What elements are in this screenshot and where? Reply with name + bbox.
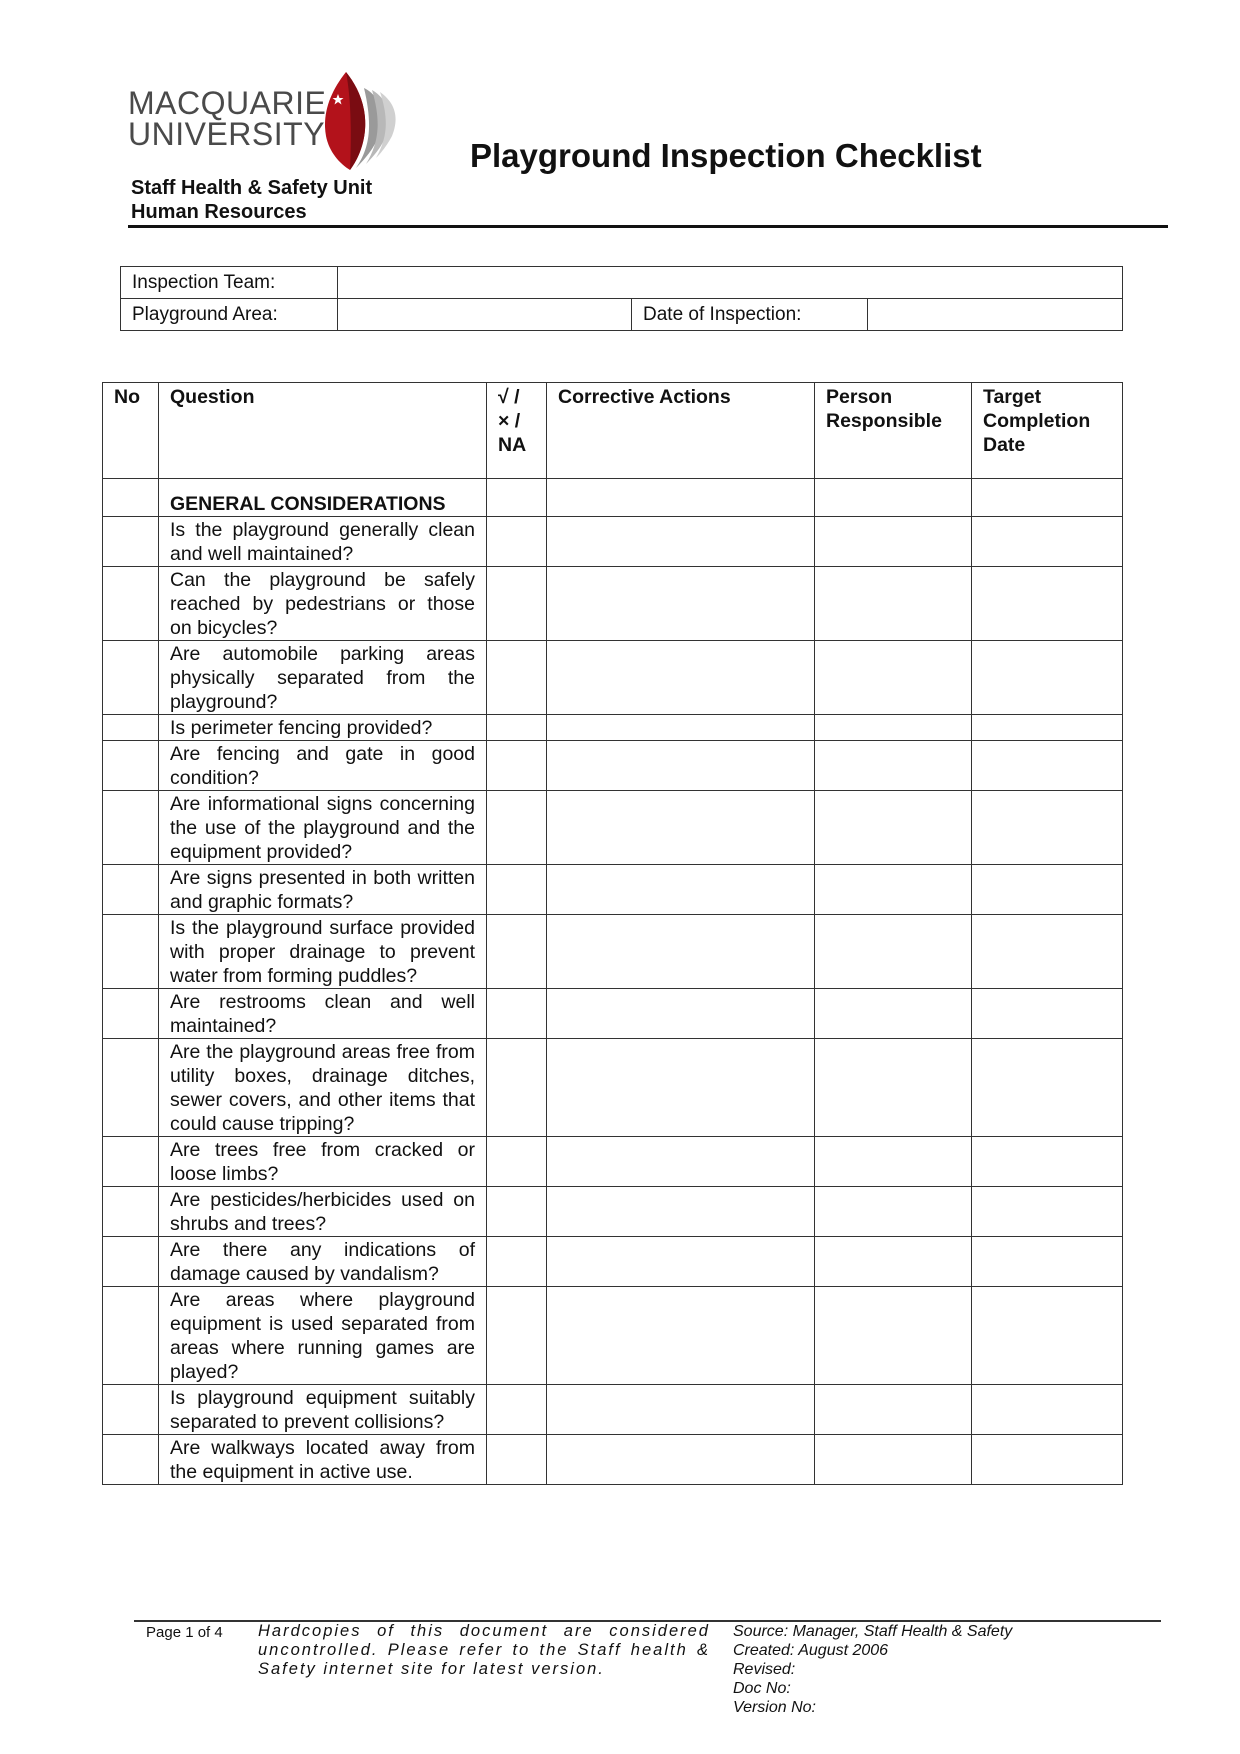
status-cell[interactable] bbox=[487, 1435, 547, 1485]
person-label-1: Person bbox=[826, 386, 893, 408]
revised-line: Revised: bbox=[733, 1661, 796, 1678]
target-cell[interactable] bbox=[972, 915, 1123, 989]
status-cell[interactable] bbox=[487, 1187, 547, 1237]
person-cell[interactable] bbox=[815, 715, 972, 741]
uncontrolled-copy-note: Hardcopies of this document are considered uncontrolled. Please refer to the Staff health & Safety internet site for latest version. bbox=[258, 1622, 710, 1678]
status-cell[interactable] bbox=[487, 641, 547, 715]
target-cell[interactable] bbox=[972, 567, 1123, 641]
target-cell[interactable] bbox=[972, 715, 1123, 741]
created-line: Created: August 2006 bbox=[733, 1642, 889, 1659]
table-row bbox=[103, 989, 1123, 1039]
corrective-cell[interactable] bbox=[547, 1187, 815, 1237]
corrective-cell[interactable] bbox=[547, 1039, 815, 1137]
corrective-cell[interactable] bbox=[547, 567, 815, 641]
corrective-cell[interactable] bbox=[547, 741, 815, 791]
no-cell bbox=[103, 567, 159, 641]
question-cell: Are the playground areas free from utility boxes, drainage ditches, sewer covers, and other items that could cause tripping? bbox=[159, 1039, 487, 1137]
area-row bbox=[121, 299, 1123, 331]
logo-line-2: UNIVERSITY bbox=[128, 116, 326, 152]
question-cell: Are areas where playground equipment is used separated from areas where running games are played? bbox=[159, 1287, 487, 1385]
status-cell[interactable] bbox=[487, 791, 547, 865]
target-cell[interactable] bbox=[972, 1385, 1123, 1435]
checklist-table bbox=[102, 382, 1123, 1485]
header-person-responsible bbox=[815, 383, 972, 479]
question-cell: Are restrooms clean and well maintained? bbox=[159, 989, 487, 1039]
header-target-date bbox=[972, 383, 1123, 479]
table-row bbox=[103, 641, 1123, 715]
question-cell: Are there any indications of damage caused by vandalism? bbox=[159, 1237, 487, 1287]
target-cell[interactable] bbox=[972, 641, 1123, 715]
header-status bbox=[487, 383, 547, 479]
corrective-cell[interactable] bbox=[547, 641, 815, 715]
person-cell[interactable] bbox=[815, 1187, 972, 1237]
document-title: Playground Inspection Checklist bbox=[470, 137, 982, 174]
no-cell bbox=[103, 1137, 159, 1187]
question-cell: Is playground equipment suitably separated to prevent collisions? bbox=[159, 1385, 487, 1435]
no-cell bbox=[103, 1237, 159, 1287]
question-cell: Are walkways located away from the equipment in active use. bbox=[159, 1435, 487, 1485]
unit-line-2: Human Resources bbox=[131, 201, 307, 223]
no-cell bbox=[103, 1187, 159, 1237]
target-label-2: Completion bbox=[983, 410, 1091, 432]
status-cell[interactable] bbox=[487, 741, 547, 791]
corrective-cell[interactable] bbox=[547, 1237, 815, 1287]
corrective-cell[interactable] bbox=[547, 865, 815, 915]
corrective-cell[interactable] bbox=[547, 517, 815, 567]
no-cell bbox=[103, 479, 159, 517]
no-cell bbox=[103, 915, 159, 989]
no-cell bbox=[103, 715, 159, 741]
logo-line-1: MACQUARIE bbox=[128, 85, 327, 121]
person-cell[interactable] bbox=[815, 1137, 972, 1187]
status-cell[interactable] bbox=[487, 1039, 547, 1137]
tick-label: √ / bbox=[498, 386, 520, 408]
table-row bbox=[103, 1237, 1123, 1287]
status-cell[interactable] bbox=[487, 1385, 547, 1435]
no-cell bbox=[103, 641, 159, 715]
header-corrective-actions: Corrective Actions bbox=[547, 383, 815, 479]
no-cell bbox=[103, 1385, 159, 1435]
person-cell[interactable] bbox=[815, 567, 972, 641]
document-metadata bbox=[733, 1622, 1012, 1717]
area-field[interactable] bbox=[338, 299, 632, 331]
question-cell: Is the playground generally clean and well maintained? bbox=[159, 517, 487, 567]
table-row bbox=[103, 715, 1123, 741]
target-label-1: Target bbox=[983, 386, 1042, 408]
corrective-cell[interactable] bbox=[547, 1287, 815, 1385]
question-cell: Are automobile parking areas physically separated from the playground? bbox=[159, 641, 487, 715]
target-cell[interactable] bbox=[972, 479, 1123, 517]
checklist-header-row bbox=[103, 383, 1123, 479]
question-cell: Are fencing and gate in good condition? bbox=[159, 741, 487, 791]
no-cell bbox=[103, 989, 159, 1039]
person-cell[interactable] bbox=[815, 1435, 972, 1485]
unit-name bbox=[131, 176, 372, 224]
table-row bbox=[103, 517, 1123, 567]
table-row bbox=[103, 567, 1123, 641]
target-cell[interactable] bbox=[972, 1287, 1123, 1385]
person-cell[interactable] bbox=[815, 741, 972, 791]
table-row bbox=[103, 1039, 1123, 1137]
table-row bbox=[103, 741, 1123, 791]
table-row bbox=[103, 1435, 1123, 1485]
person-cell[interactable] bbox=[815, 1385, 972, 1435]
target-cell[interactable] bbox=[972, 1137, 1123, 1187]
person-cell[interactable] bbox=[815, 479, 972, 517]
person-cell[interactable] bbox=[815, 517, 972, 567]
target-cell[interactable] bbox=[972, 865, 1123, 915]
person-cell[interactable] bbox=[815, 791, 972, 865]
table-row bbox=[103, 865, 1123, 915]
table-row bbox=[103, 791, 1123, 865]
target-cell[interactable] bbox=[972, 741, 1123, 791]
person-cell[interactable] bbox=[815, 989, 972, 1039]
status-cell[interactable] bbox=[487, 1287, 547, 1385]
page-number: Page 1 of 4 bbox=[146, 1624, 223, 1641]
unit-line-1: Staff Health & Safety Unit bbox=[131, 177, 373, 199]
no-cell bbox=[103, 1287, 159, 1385]
status-cell[interactable] bbox=[487, 1237, 547, 1287]
date-field[interactable] bbox=[868, 299, 1123, 331]
question-cell: Are pesticides/herbicides used on shrubs and trees? bbox=[159, 1187, 487, 1237]
status-cell[interactable] bbox=[487, 517, 547, 567]
person-cell[interactable] bbox=[815, 915, 972, 989]
header-question: Question bbox=[159, 383, 487, 479]
corrective-cell[interactable] bbox=[547, 989, 815, 1039]
target-cell[interactable] bbox=[972, 1187, 1123, 1237]
lighthouse-flame-icon bbox=[316, 70, 406, 170]
status-cell[interactable] bbox=[487, 1137, 547, 1187]
status-cell[interactable] bbox=[487, 715, 547, 741]
table-row bbox=[103, 1137, 1123, 1187]
status-cell[interactable] bbox=[487, 915, 547, 989]
table-row bbox=[103, 1385, 1123, 1435]
table-row bbox=[103, 1287, 1123, 1385]
person-label-2: Responsible bbox=[826, 410, 942, 432]
person-cell[interactable] bbox=[815, 641, 972, 715]
no-cell bbox=[103, 517, 159, 567]
table-row bbox=[103, 1187, 1123, 1237]
person-cell[interactable] bbox=[815, 1237, 972, 1287]
corrective-cell[interactable] bbox=[547, 915, 815, 989]
team-label: Inspection Team: bbox=[121, 267, 338, 299]
person-cell[interactable] bbox=[815, 1039, 972, 1137]
question-cell: Is the playground surface provided with proper drainage to prevent water from forming puddles? bbox=[159, 915, 487, 989]
version-no-line: Version No: bbox=[733, 1699, 816, 1716]
target-cell[interactable] bbox=[972, 989, 1123, 1039]
cross-label: × / bbox=[498, 410, 521, 432]
na-label: NA bbox=[498, 434, 527, 456]
corrective-cell[interactable] bbox=[547, 791, 815, 865]
target-cell[interactable] bbox=[972, 1237, 1123, 1287]
question-cell: Are informational signs concerning the use of the playground and the equipment provided? bbox=[159, 791, 487, 865]
area-label: Playground Area: bbox=[121, 299, 338, 331]
corrective-cell[interactable] bbox=[547, 1385, 815, 1435]
corrective-cell[interactable] bbox=[547, 1435, 815, 1485]
university-logo bbox=[128, 70, 408, 180]
table-row bbox=[103, 915, 1123, 989]
target-cell[interactable] bbox=[972, 517, 1123, 567]
section-title: GENERAL CONSIDERATIONS bbox=[159, 479, 487, 517]
status-cell[interactable] bbox=[487, 479, 547, 517]
corrective-cell[interactable] bbox=[547, 1137, 815, 1187]
section-row bbox=[103, 479, 1123, 517]
person-cell[interactable] bbox=[815, 1287, 972, 1385]
no-cell bbox=[103, 1435, 159, 1485]
status-cell[interactable] bbox=[487, 865, 547, 915]
corrective-cell[interactable] bbox=[547, 479, 815, 517]
target-cell[interactable] bbox=[972, 1435, 1123, 1485]
target-cell[interactable] bbox=[972, 791, 1123, 865]
corrective-cell[interactable] bbox=[547, 715, 815, 741]
status-cell[interactable] bbox=[487, 567, 547, 641]
question-cell: Are signs presented in both written and graphic formats? bbox=[159, 865, 487, 915]
question-cell: Is perimeter fencing provided? bbox=[159, 715, 487, 741]
date-label: Date of Inspection: bbox=[632, 299, 868, 331]
question-cell: Are trees free from cracked or loose limbs? bbox=[159, 1137, 487, 1187]
no-cell bbox=[103, 741, 159, 791]
no-cell bbox=[103, 865, 159, 915]
status-cell[interactable] bbox=[487, 989, 547, 1039]
question-cell: Can the playground be safely reached by pedestrians or those on bicycles? bbox=[159, 567, 487, 641]
doc-no-line: Doc No: bbox=[733, 1680, 791, 1697]
inspection-info-table bbox=[120, 266, 1123, 331]
team-row bbox=[121, 267, 1123, 299]
source-line: Source: Manager, Staff Health & Safety bbox=[733, 1623, 1013, 1640]
logo-wordmark bbox=[128, 85, 327, 152]
no-cell bbox=[103, 791, 159, 865]
header-divider bbox=[128, 225, 1168, 228]
target-cell[interactable] bbox=[972, 1039, 1123, 1137]
no-cell bbox=[103, 1039, 159, 1137]
target-label-3: Date bbox=[983, 434, 1026, 456]
header-no: No bbox=[103, 383, 159, 479]
team-field[interactable] bbox=[338, 267, 1123, 299]
person-cell[interactable] bbox=[815, 865, 972, 915]
